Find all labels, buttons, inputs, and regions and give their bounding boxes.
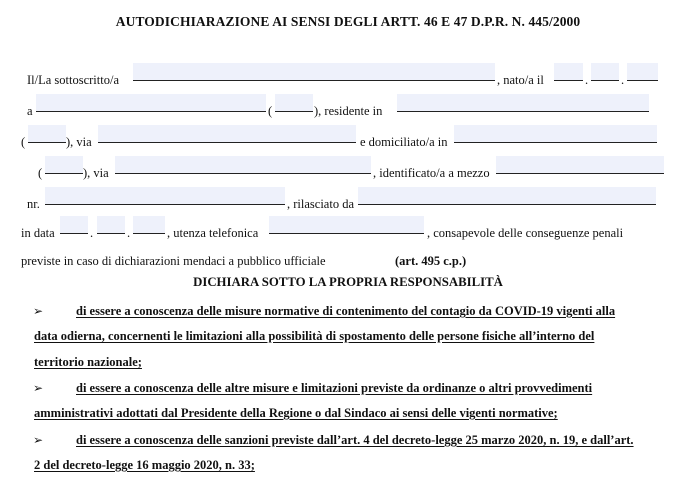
bullet-text: 2 del decreto-legge 16 maggio 2020, n. 33;: [34, 458, 255, 472]
declaration-title: DICHIARA SOTTO LA PROPRIA RESPONSABILITÀ: [193, 275, 503, 289]
issued-by-field[interactable]: [358, 187, 656, 205]
dot: .: [90, 226, 94, 240]
dot: .: [621, 73, 625, 87]
label-domicilio: e domiciliato/a in: [360, 135, 448, 149]
residence-city-field[interactable]: [397, 94, 649, 112]
label-nr: nr.: [27, 197, 40, 211]
id-number-field[interactable]: [45, 187, 285, 205]
bullet-text: territorio nazionale;: [34, 355, 142, 369]
bullet-text: di essere a conoscenza delle misure normative di contenimento del contagio da COVID-19 vigenti alla: [76, 304, 616, 318]
label-utenza: , utenza telefonica: [167, 226, 259, 240]
bullet-text: amministrativi adottati dal Presidente della Regione o dal Sindaco ai sensi delle vigenti normative;: [34, 406, 558, 420]
label-consapevole: , consapevole delle conseguenze penali: [427, 226, 624, 240]
label-article: (art. 495 c.p.): [395, 254, 467, 268]
issue-day-field[interactable]: [60, 216, 88, 234]
dot: .: [127, 226, 131, 240]
residence-province-field[interactable]: [28, 125, 66, 143]
label-via: ), via: [83, 166, 109, 180]
arrow-bullet-icon: ➢: [33, 381, 44, 395]
paren-open: (: [268, 104, 273, 118]
arrow-bullet-icon: ➢: [33, 304, 44, 318]
residence-street-field[interactable]: [98, 125, 356, 143]
label-via: ), via: [66, 135, 92, 149]
paren-open: (: [38, 166, 43, 180]
label-nato: , nato/a il: [497, 73, 544, 87]
bullet-text: di essere a conoscenza delle sanzioni previste dall’art. 4 del decreto-legge 25 marzo 2020, n. 19, e dall’art.: [76, 433, 634, 447]
label-residente: ), residente in: [314, 104, 383, 118]
domicile-street-field[interactable]: [115, 156, 371, 174]
name-field[interactable]: [133, 63, 495, 81]
issue-year-field[interactable]: [133, 216, 165, 234]
label-rilasciato: , rilasciato da: [287, 197, 354, 211]
paren-open: (: [21, 135, 26, 149]
arrow-bullet-icon: ➢: [33, 433, 44, 447]
domicile-province-field[interactable]: [45, 156, 83, 174]
bullet-text: data odierna, concernenti le limitazioni alla possibilità di spostamento delle persone fisiche all’interno del: [34, 329, 595, 343]
birth-place-field[interactable]: [36, 94, 266, 112]
dot: .: [585, 73, 589, 87]
birth-day-field[interactable]: [554, 63, 583, 81]
id-document-field[interactable]: [496, 156, 664, 174]
phone-field[interactable]: [269, 216, 424, 234]
birth-province-field[interactable]: [275, 94, 313, 112]
document-title: AUTODICHIARAZIONE AI SENSI DEGLI ARTT. 46 E 47 D.P.R. N. 445/2000: [115, 14, 581, 29]
domicile-city-field[interactable]: [454, 125, 657, 143]
label-sottoscritto: Il/La sottoscritto/a: [27, 73, 119, 87]
label-identificato: , identificato/a a mezzo: [373, 166, 490, 180]
label-previste: previste in caso di dichiarazioni mendaci a pubblico ufficiale: [21, 254, 326, 268]
label-a: a: [27, 104, 33, 118]
bullet-text: di essere a conoscenza delle altre misure e limitazioni previste da ordinanze o altri provvedimenti: [76, 381, 593, 395]
label-in-data: in data: [21, 226, 55, 240]
issue-month-field[interactable]: [97, 216, 125, 234]
birth-year-field[interactable]: [627, 63, 658, 81]
birth-month-field[interactable]: [591, 63, 619, 81]
